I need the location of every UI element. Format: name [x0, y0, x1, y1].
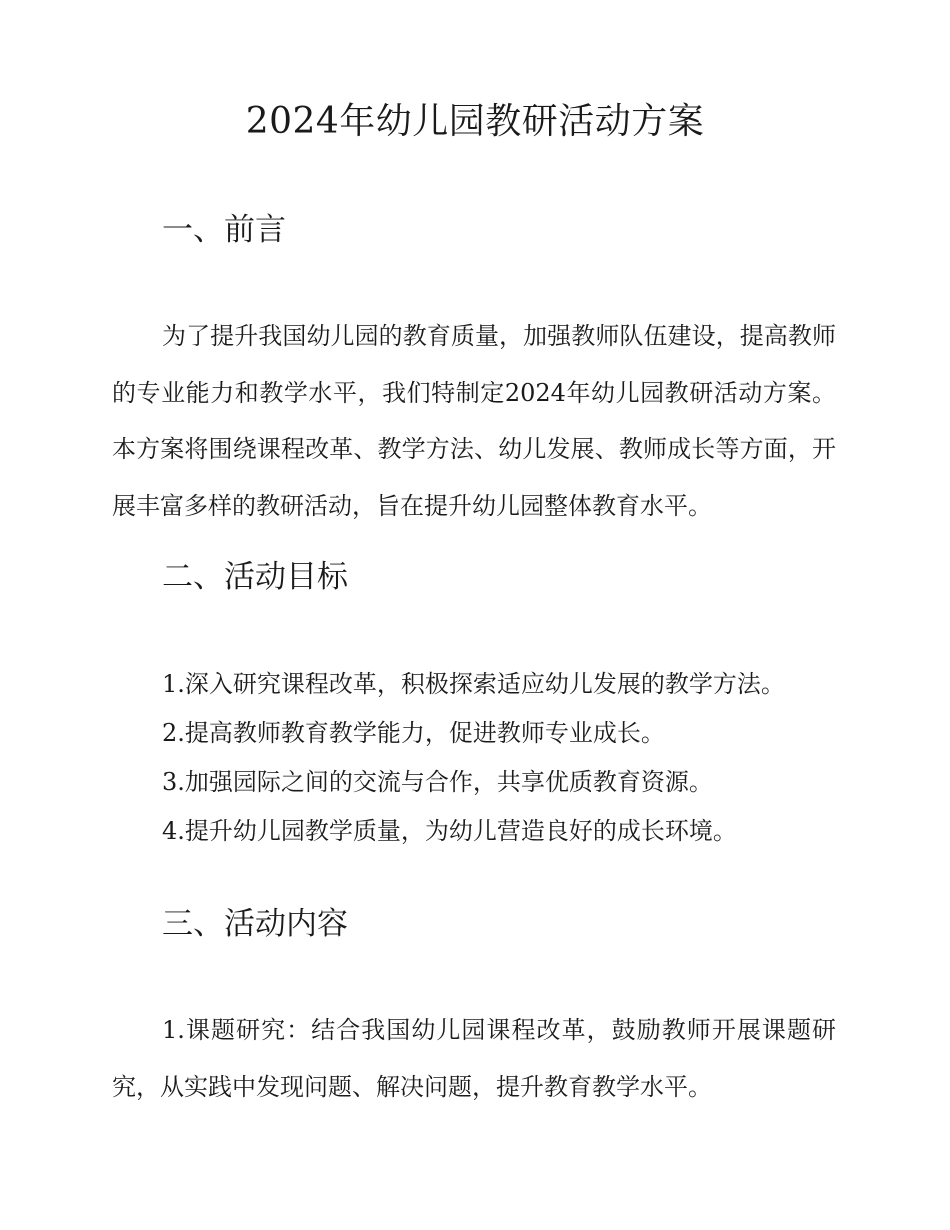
- section-heading-preface: 一、前言: [162, 212, 286, 248]
- content-paragraph: 1.课题研究：结合我国幼儿园课程改革，鼓励教师开展课题研究，从实践中发现问题、解决问题，提升教育教学水平。: [112, 1016, 836, 1101]
- list-item: 3.加强园际之间的交流与合作，共享优质教育资源。: [162, 768, 713, 796]
- section-heading-goals: 二、活动目标: [162, 559, 348, 595]
- list-item: 1.深入研究课程改革，积极探索适应幼儿发展的教学方法。: [162, 670, 785, 698]
- goals-list: [162, 660, 842, 856]
- section-heading-content: 三、活动内容: [162, 906, 348, 942]
- list-item: 2.提高教师教育教学能力，促进教师专业成长。: [162, 719, 665, 747]
- preface-paragraph: 为了提升我国幼儿园的教育质量，加强教师队伍建设，提高教师的专业能力和教学水平，我们特制定2024年幼儿园教研活动方案。本方案将围绕课程改革、教学方法、幼儿发展、教师成长等方面，开展丰富多样的教研活动，旨在提升幼儿园整体教育水平。: [112, 322, 836, 520]
- list-item: 4.提升幼儿园教学质量，为幼儿营造良好的成长环境。: [162, 817, 737, 845]
- document-title: 2024年幼儿园教研活动方案: [245, 101, 705, 142]
